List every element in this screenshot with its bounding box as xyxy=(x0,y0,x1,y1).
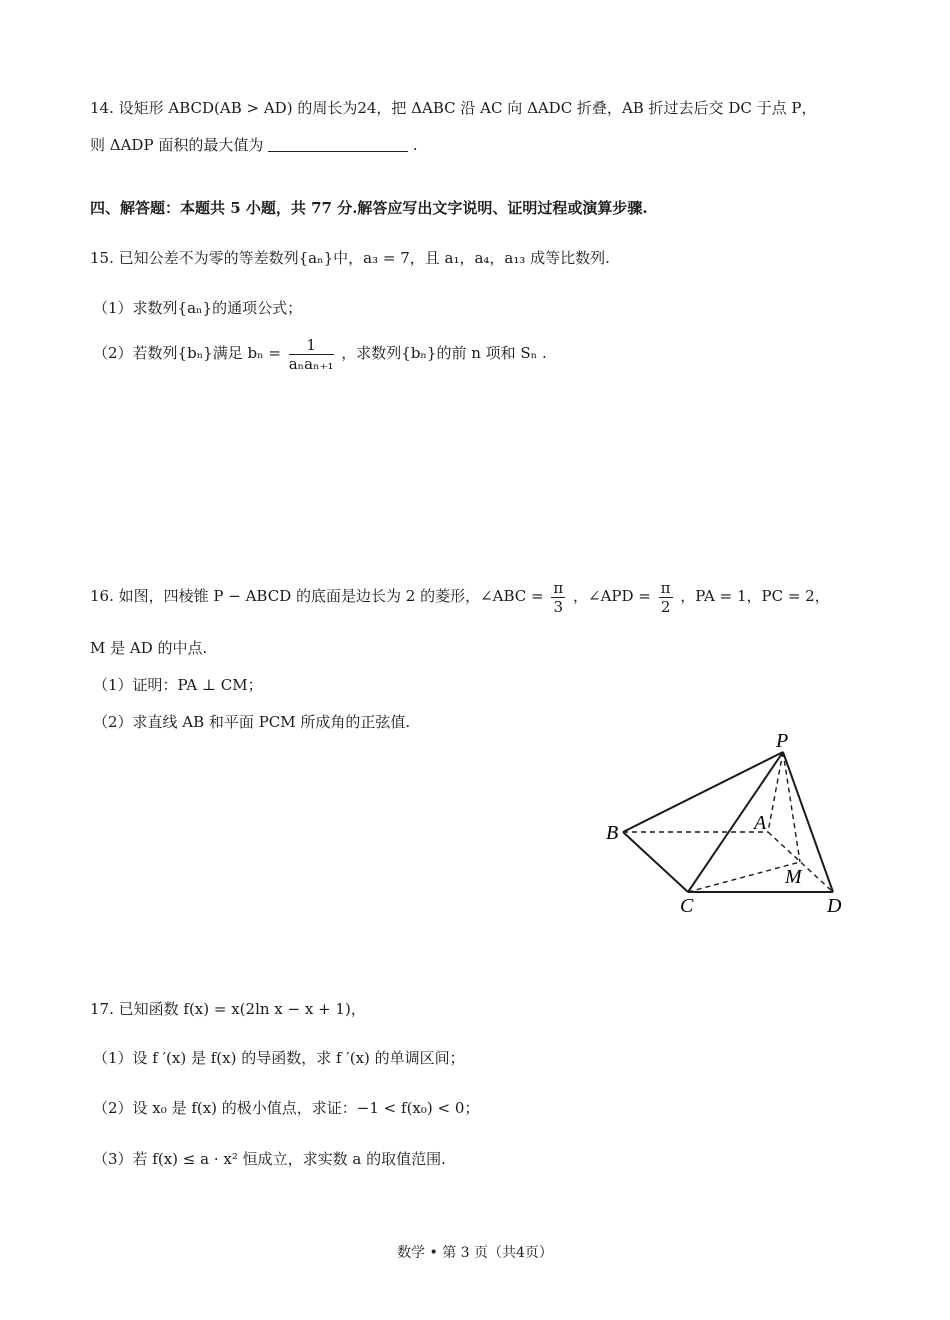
q17-part2: （2）设 x₀ 是 f(x) 的极小值点，求证：−1 < f(x₀) < 0； xyxy=(93,1099,480,1117)
page-footer: 数学 • 第 3 页（共4页） xyxy=(397,1245,553,1261)
q15-frac-num: 1 xyxy=(289,336,334,355)
q17-part3: （3）若 f(x) ≤ a · x² 恒成立，求实数 a 的取值范围. xyxy=(93,1150,446,1168)
q16-frac2-num: π xyxy=(660,578,671,597)
label-A: A xyxy=(754,812,767,834)
label-B: B xyxy=(606,822,619,844)
q16-fraction-2 xyxy=(659,579,673,616)
q14-line2-suffix: . xyxy=(412,136,418,154)
label-P: P xyxy=(776,730,789,752)
q15-fraction xyxy=(289,336,334,373)
q17-part1: （1）设 f ′(x) 是 f(x) 的导函数，求 f ′(x) 的单调区间； xyxy=(93,1049,465,1067)
label-C: C xyxy=(680,895,694,917)
q15-part1: （1）求数列{aₙ}的通项公式； xyxy=(93,299,303,317)
edge-BC xyxy=(623,832,688,892)
q16-fraction-1 xyxy=(551,579,565,616)
q15-part2 xyxy=(93,335,547,373)
q16-stem-mid: ，∠APD = xyxy=(573,587,651,605)
q16-part1: （1）证明：PA ⊥ CM； xyxy=(93,676,263,694)
q16-stem-prefix: 16. 如图，四棱锥 P − ABCD 的底面是边长为 2 的菱形，∠ABC = xyxy=(90,587,544,605)
label-M: M xyxy=(785,866,802,888)
q15-part2-suffix: ，求数列{bₙ}的前 n 项和 Sₙ . xyxy=(341,344,547,362)
q16-stem-line2: M 是 AD 的中点. xyxy=(90,639,208,657)
pyramid-figure xyxy=(590,725,860,925)
q15-stem: 15. 已知公差不为零的等差数列{aₙ}中，a₃ = 7，且 a₁，a₄，a₁₃ 成等比数列. xyxy=(90,249,610,267)
q15-frac-den: aₙaₙ₊₁ xyxy=(288,354,334,373)
edge-PM xyxy=(783,752,800,862)
q16-frac2-den: 2 xyxy=(660,597,671,616)
q16-frac1-den: 3 xyxy=(553,597,564,616)
q14-line1: 14. 设矩形 ABCD(AB > AD) 的周长为24，把 ΔABC 沿 AC 向 ΔADC 折叠，AB 折过去后交 DC 于点 P， xyxy=(90,99,817,117)
answer-blank xyxy=(268,137,408,152)
q16-stem-suffix: ，PA = 1，PC = 2， xyxy=(680,587,830,605)
q17-stem: 17. 已知函数 f(x) = x(2ln x − x + 1)， xyxy=(90,1000,366,1018)
q14-line2 xyxy=(90,133,418,157)
q14-line2-prefix: 则 ΔADP 面积的最大值为 xyxy=(90,136,264,154)
section-heading: 四、解答题：本题共 5 小题，共 77 分.解答应写出文字说明、证明过程或演算步骤. xyxy=(90,199,648,217)
label-D: D xyxy=(827,895,842,917)
q16-part2: （2）求直线 AB 和平面 PCM 所成角的正弦值. xyxy=(93,713,411,731)
q16-frac1-num: π xyxy=(553,578,564,597)
q15-part2-prefix: （2）若数列{bₙ}满足 bₙ = xyxy=(93,344,281,362)
q16-stem xyxy=(90,578,830,616)
